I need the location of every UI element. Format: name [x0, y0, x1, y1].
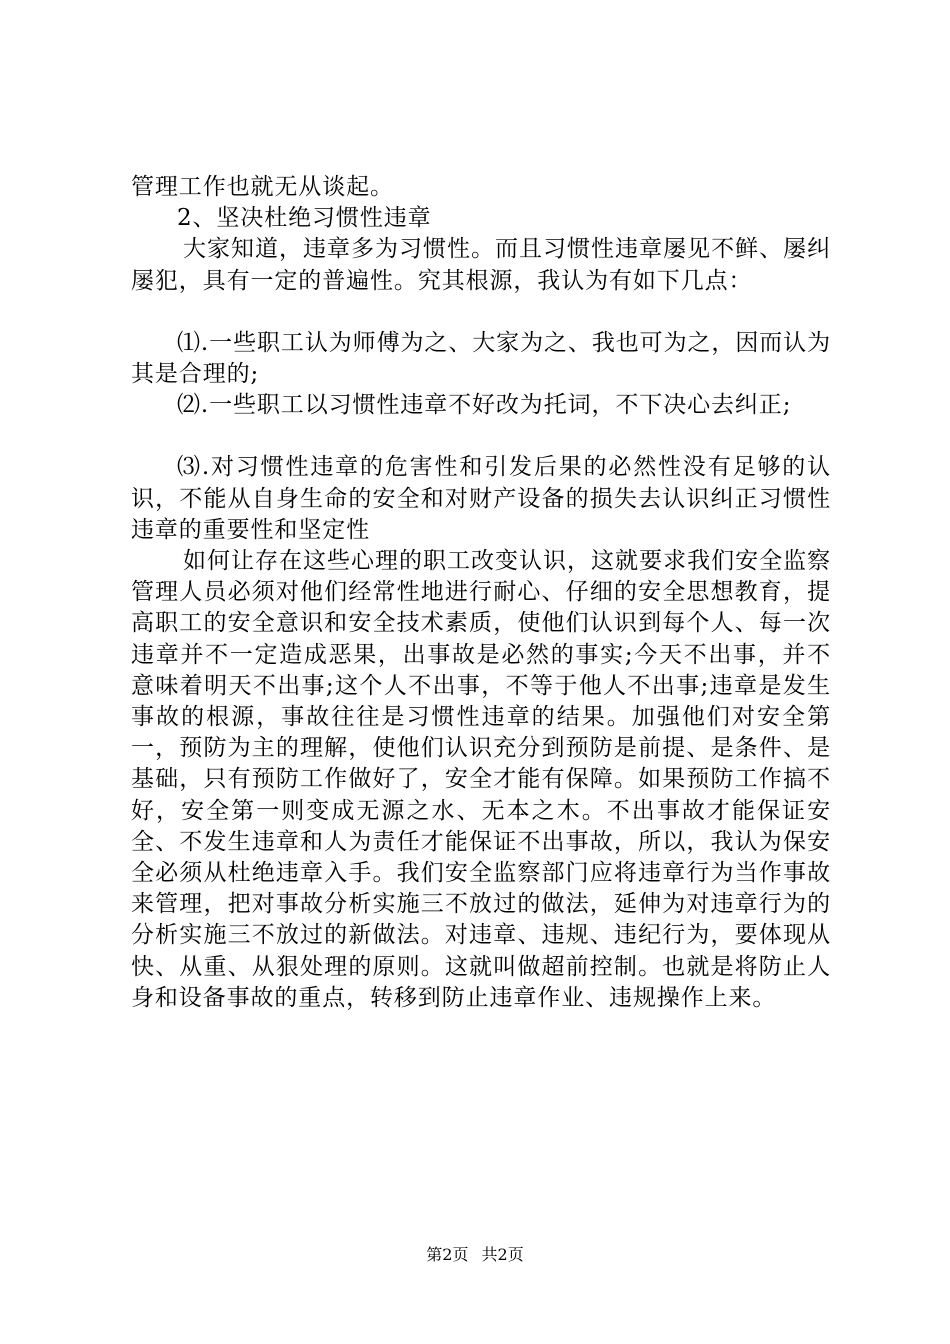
paragraph-intro: 大家知道，违章多为习惯性。而且习惯性违章屡见不鲜、屡纠屡犯，具有一定的普遍性。究其根源，我认为有如下几点：	[131, 236, 831, 294]
paragraph-continuation: 管理工作也就无从谈起。	[131, 174, 394, 200]
list-item-1: ⑴.一些职工认为师傅为之、大家为之、我也可为之，因而认为其是合理的;	[131, 329, 831, 388]
section-heading: 2、坚决杜绝习惯性违章	[177, 205, 432, 232]
document-body	[131, 172, 831, 1014]
paragraph-main: 如何让存在这些心理的职工改变认识，这就要求我们安全监察管理人员必须对他们经常性地进行耐心、仔细的安全思想教育，提高职工的安全意识和安全技术素质，使他们认识到每个人、每一次违章并不一定造成恶果，出事故是必然的事实;今天不出事，并不意味着明天不出事;这个人不出事，不等于他人不出事;违章是发生事故的根源，事故往往是习惯性违章的结果。加强他们对安全第一，预防为主的理解，使他们认识充分到预防是前提、是条件、是基础，只有预防工作做好了，安全才能有保障。如果预防工作搞不好，安全第一则变成无源之水、无本之木。不出事故才能保证安全、不发生违章和人为责任才能保证不出事故，所以，我认为保安全必须从杜绝违章入手。我们安全监察部门应将违章行为当作事故来管理，把对事故分析实施三不放过的做法，延伸为对违章行为的分析实施三不放过的新做法。对违章、违规、违纪行为，要体现从快、从重、从狠处理的原则。这就叫做超前控制。也就是将防止人身和设备事故的重点，转移到防止违章作业、违规操作上来。	[131, 548, 831, 1011]
list-item-2: ⑵.一些职工以习惯性违章不好改为托词，不下决心去纠正;	[177, 392, 792, 419]
page-footer	[0, 1245, 950, 1265]
page-number: 第2页	[426, 1245, 469, 1264]
list-item-3: ⑶.对习惯性违章的危害性和引发后果的必然性没有足够的认识，不能从自身生命的安全和对财产设备的损失去认识纠正习惯性违章的重要性和坚定性	[131, 454, 831, 543]
page-total: 共2页	[481, 1245, 524, 1264]
